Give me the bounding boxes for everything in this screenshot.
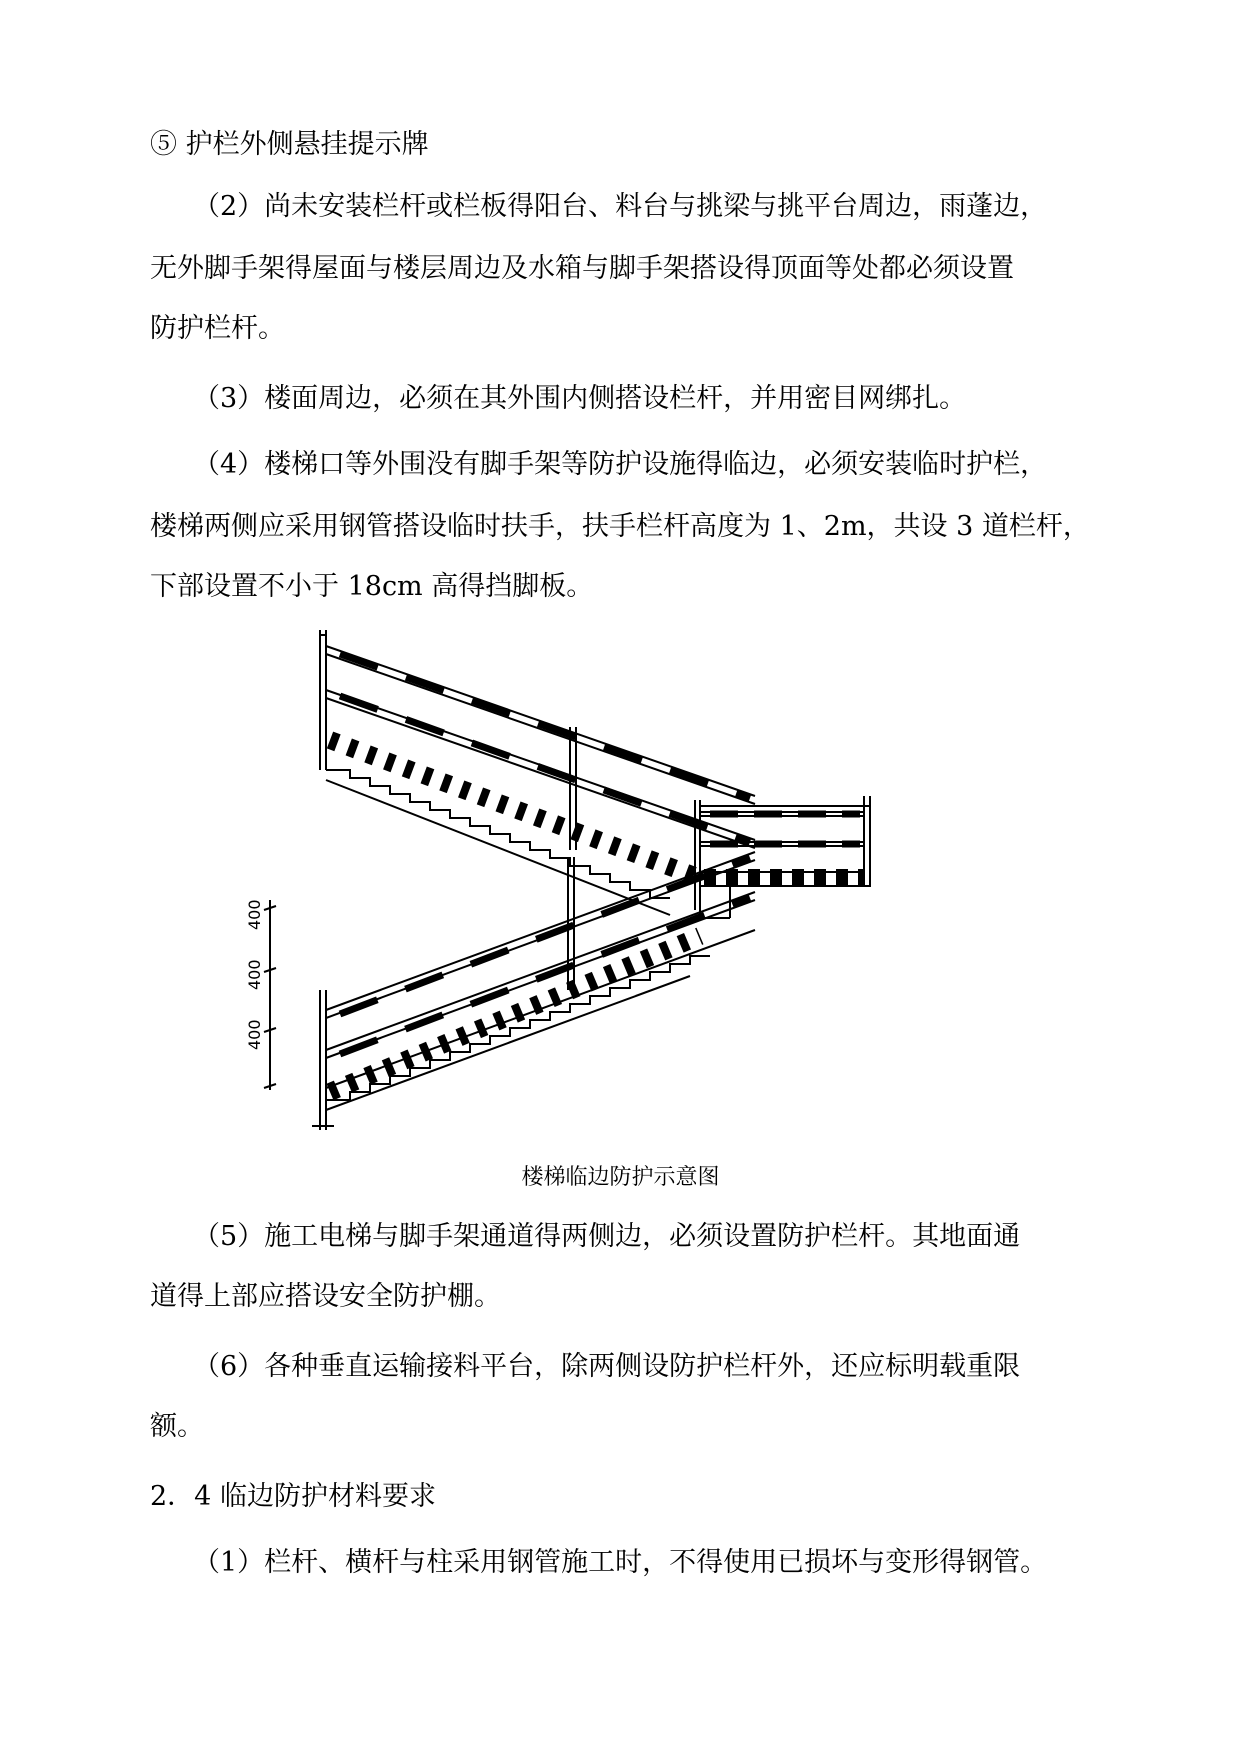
- dim-label-3: 400: [245, 1019, 264, 1050]
- para-3: （3）楼面周边，必须在其外围内侧搭设栏杆，并用密目网绑扎。: [193, 383, 967, 414]
- para-2-line-1: （2）尚未安装栏杆或栏板得阳台、料台与挑梁与挑平台周边，雨蓬边，: [193, 191, 1048, 222]
- para-2-line-2: 无外脚手架得屋面与楼层周边及水箱与脚手架搭设得顶面等处都必须设置: [150, 253, 1014, 284]
- para-4-line-3: 下部设置不小于 18cm 高得挡脚板。: [150, 571, 594, 602]
- dim-label-2: 400: [245, 959, 264, 990]
- item-5: ⑤ 护栏外侧悬挂提示牌: [150, 129, 429, 160]
- para-6-line-2: 额。: [150, 1411, 204, 1442]
- para-5-line-2: 道得上部应搭设安全防护棚。: [150, 1281, 501, 1312]
- stair-guardrail-diagram: [230, 630, 990, 1130]
- para-4-line-2: 楼梯两侧应采用钢管搭设临时扶手，扶手栏杆高度为 1、2m，共设 3 道栏杆，: [150, 511, 1090, 542]
- para-4-line-1: （4）楼梯口等外围没有脚手架等防护设施得临边，必须安装临时护栏，: [193, 449, 1048, 480]
- para-2-line-3: 防护栏杆。: [150, 313, 285, 344]
- para-material-1: （1）栏杆、横杆与柱采用钢管施工时，不得使用已损坏与变形得钢管。: [193, 1547, 1048, 1578]
- para-5-line-1: （5）施工电梯与脚手架通道得两侧边，必须设置防护栏杆。其地面通: [193, 1221, 1021, 1252]
- dim-label-1: 400: [245, 899, 264, 930]
- figure-caption: 楼梯临边防护示意图: [521, 1165, 720, 1190]
- section-heading-2-4: 2．4 临边防护材料要求: [150, 1481, 436, 1512]
- para-6-line-1: （6）各种垂直运输接料平台，除两侧设防护栏杆外，还应标明载重限: [193, 1351, 1021, 1382]
